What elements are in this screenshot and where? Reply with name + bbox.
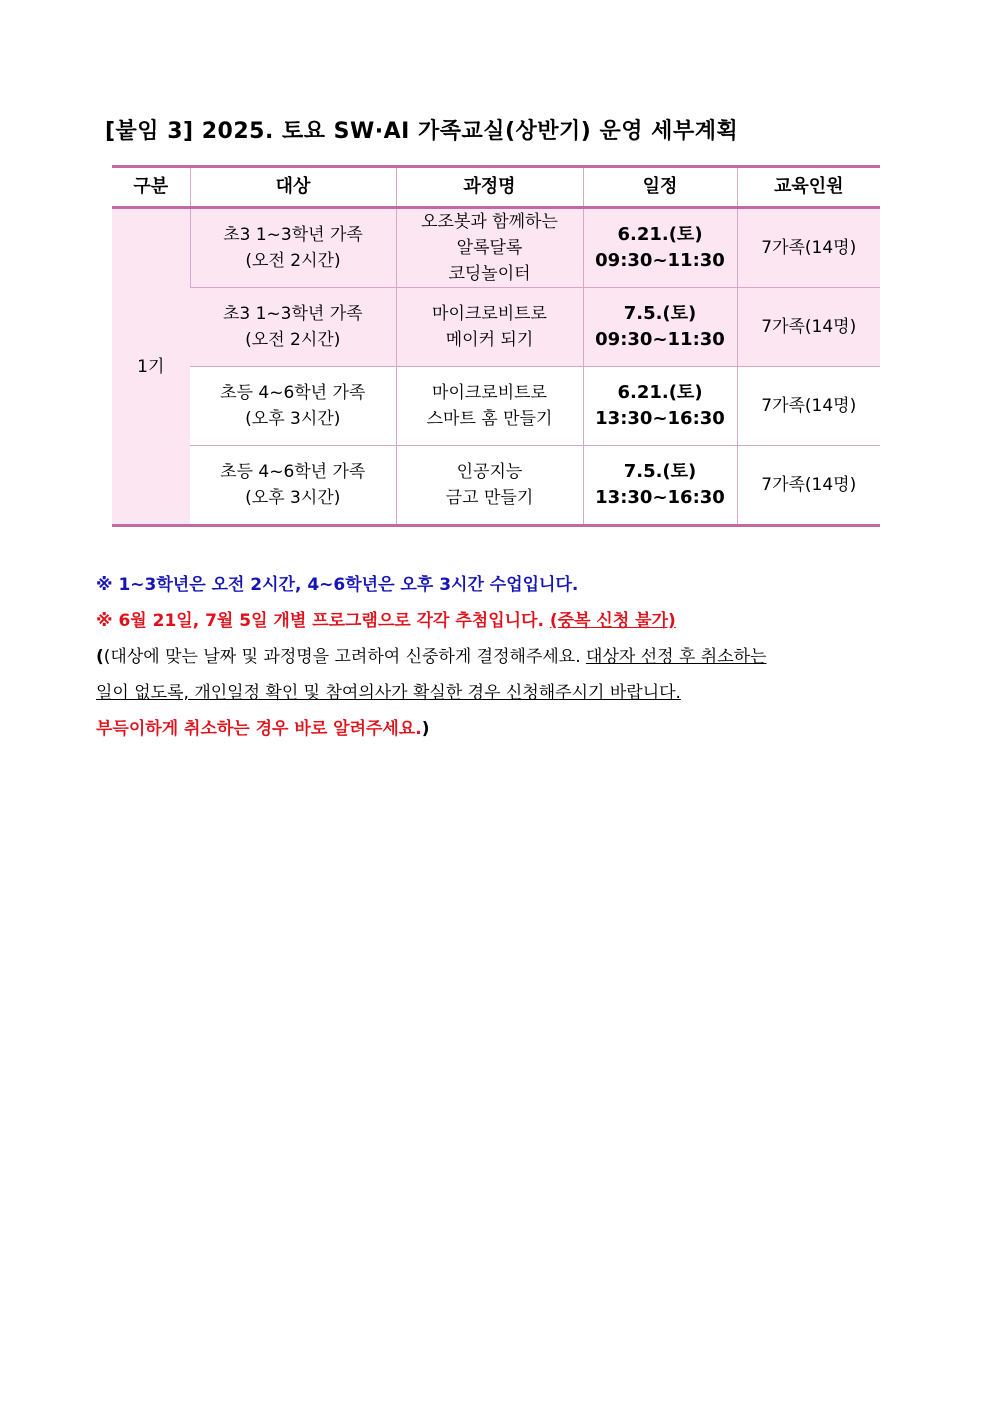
target-line: 초등 4~6학년 가족 <box>220 462 366 482</box>
course-line: 마이크로비트로 <box>432 304 547 324</box>
course-line: 코딩놀이터 <box>448 264 531 284</box>
table-header-row <box>112 167 880 208</box>
people-cell: 7가족(14명) <box>737 208 880 288</box>
schedule-date: 7.5.(토) <box>623 461 697 482</box>
note-caution-open-paren: ( <box>96 647 104 667</box>
target-cell <box>190 446 396 526</box>
course-cell <box>396 208 583 288</box>
people-cell: 7가족(14명) <box>737 367 880 446</box>
course-line: 인공지능 <box>456 462 523 482</box>
schedule-table <box>112 165 880 527</box>
schedule-time: 13:30~16:30 <box>595 487 725 508</box>
table-row <box>112 446 880 526</box>
note-no-duplicate: (중복 신청 불가) <box>549 611 676 631</box>
header-course: 과정명 <box>396 167 583 208</box>
note-class-hours: ※ 1~3학년은 오전 2시간, 4~6학년은 오후 3시간 수업입니다. <box>96 575 579 595</box>
people-cell: 7가족(14명) <box>737 288 880 367</box>
note-close-paren: ) <box>421 719 430 739</box>
table-row <box>112 288 880 367</box>
target-line: (오전 2시간) <box>245 330 341 350</box>
note-caution-2 <box>96 678 766 714</box>
note-lottery-text: ※ 6월 21일, 7월 5일 개별 프로그램으로 각각 추첨입니다. <box>96 611 550 631</box>
schedule-time: 09:30~11:30 <box>595 329 725 350</box>
note-caution <box>96 642 766 678</box>
header-target: 대상 <box>190 167 396 208</box>
schedule-date: 6.21.(토) <box>617 224 703 245</box>
course-cell <box>396 288 583 367</box>
schedule-date: 7.5.(토) <box>623 303 697 324</box>
schedule-cell <box>583 288 737 367</box>
course-line: 마이크로비트로 <box>432 383 547 403</box>
header-category: 구분 <box>112 167 190 208</box>
note-cancel-warning: 대상자 선정 후 취소하는 <box>586 647 767 667</box>
target-line: 초3 1~3학년 가족 <box>222 304 363 324</box>
schedule-time: 09:30~11:30 <box>595 250 725 271</box>
target-line: (오후 3시간) <box>245 409 341 429</box>
target-cell <box>190 367 396 446</box>
group-cell: 1기 <box>112 208 190 526</box>
course-cell <box>396 446 583 526</box>
note-cancel-warning-cont: 일이 없도록, 개인일정 확인 및 참여의사가 확실한 경우 신청해주시기 바랍니다. <box>96 683 681 703</box>
schedule-cell <box>583 208 737 288</box>
target-line: (오전 2시간) <box>245 251 341 271</box>
course-line: 메이커 되기 <box>445 330 534 350</box>
people-cell: 7가족(14명) <box>737 446 880 526</box>
header-schedule: 일정 <box>583 167 737 208</box>
target-line: 초3 1~3학년 가족 <box>223 225 363 245</box>
note-caution-text: (대상에 맞는 날짜 및 과정명을 고려하여 신중하게 결정해주세요. <box>103 647 587 667</box>
table-row <box>112 208 880 288</box>
page-title: [붙임 3] 2025. 토요 SW·AI 가족교실(상반기) 운영 세부계획 <box>105 119 739 144</box>
course-line: 금고 만들기 <box>445 488 534 508</box>
course-line: 오조봇과 함께하는 <box>421 212 558 232</box>
header-people: 교육인원 <box>737 167 880 208</box>
note-lottery <box>96 606 766 642</box>
schedule-cell <box>583 367 737 446</box>
table-row <box>112 367 880 446</box>
schedule-cell <box>583 446 737 526</box>
course-line: 스마트 홈 만들기 <box>426 409 553 429</box>
note-cancel-notify-text: 부득이하게 취소하는 경우 바로 알려주세요. <box>96 719 422 739</box>
course-cell <box>396 367 583 446</box>
note-cancel-notify <box>96 714 766 750</box>
target-line: 초등 4~6학년 가족 <box>220 383 366 403</box>
schedule-time: 13:30~16:30 <box>595 408 725 429</box>
notes-section <box>96 570 766 750</box>
target-cell <box>190 288 396 367</box>
schedule-date: 6.21.(토) <box>617 382 703 403</box>
target-cell <box>190 208 396 288</box>
target-line: (오후 3시간) <box>245 488 341 508</box>
course-line: 알록달록 <box>456 238 523 258</box>
